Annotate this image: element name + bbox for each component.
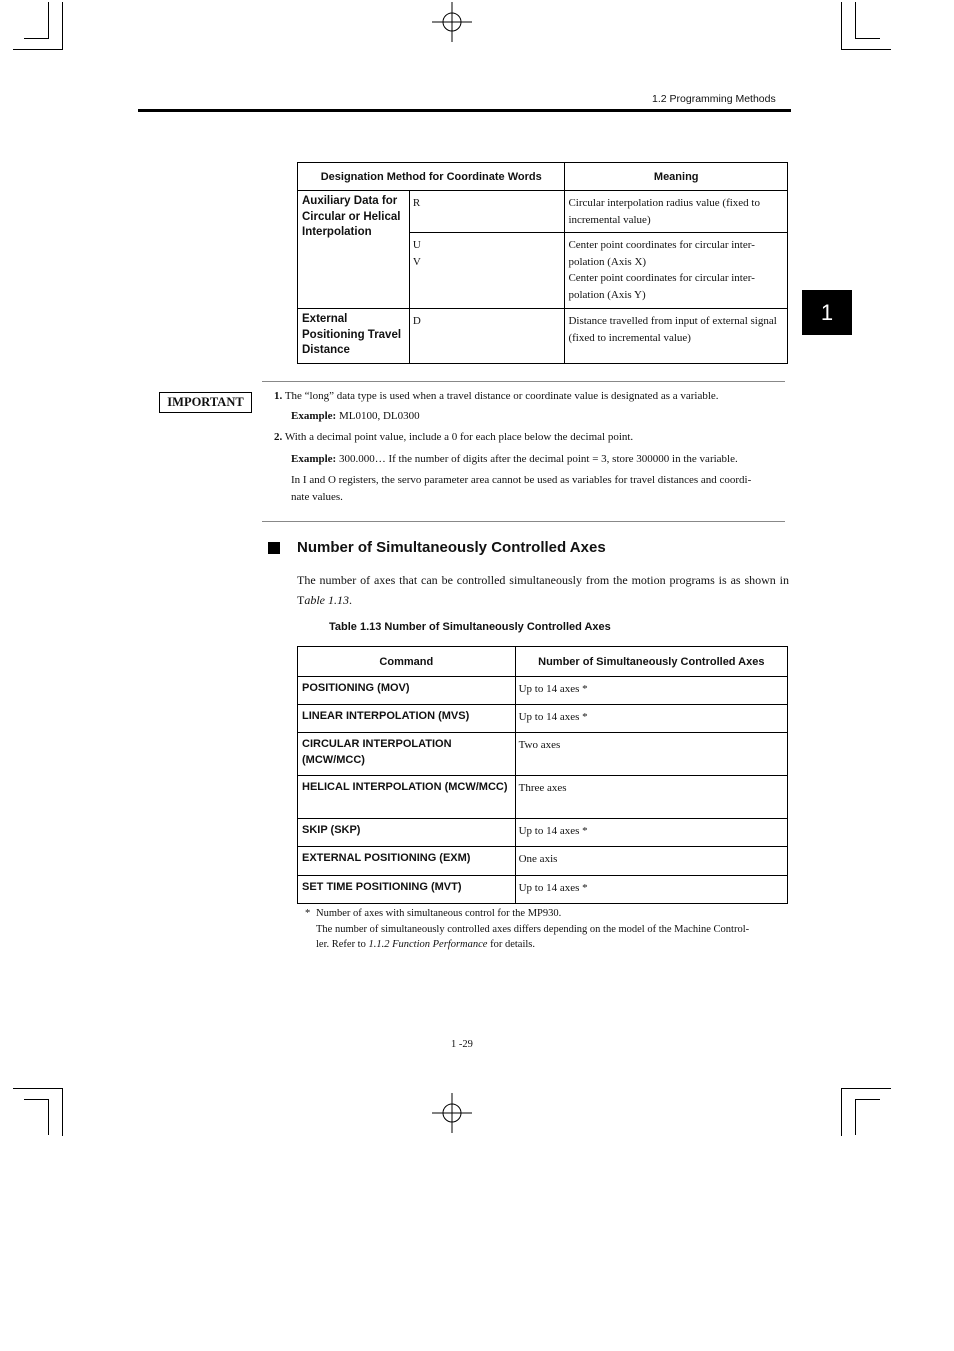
footnote-line: ler. Refer to 1.1.2 Function Performance for details. bbox=[316, 939, 535, 950]
axes-table bbox=[297, 646, 788, 904]
command-cell: CIRCULAR INTERPOLATION (MCW/MCC) bbox=[298, 733, 516, 776]
important-extra-line: nate values. bbox=[291, 491, 343, 503]
table-row bbox=[298, 677, 788, 705]
command-cell: HELICAL INTERPOLATION (MCW/MCC) bbox=[298, 776, 516, 819]
footnote-line: The number of simultaneously controlled axes differs depending on the model of the Machine Control- bbox=[316, 924, 750, 935]
table-row bbox=[298, 733, 788, 776]
running-header: 1.2 Programming Methods bbox=[652, 93, 776, 105]
axes-cell: Up to 14 axes * bbox=[515, 677, 787, 705]
table-header-axes: Number of Simultaneously Controlled Axes bbox=[515, 647, 787, 677]
important-top-rule bbox=[262, 381, 785, 382]
command-cell: POSITIONING (MOV) bbox=[298, 677, 516, 705]
command-cell: SET TIME POSITIONING (MVT) bbox=[298, 876, 516, 904]
table-row bbox=[298, 847, 788, 876]
important-item-2 bbox=[274, 429, 633, 446]
table-cell-meaning: Distance travelled from input of external signal (fixed to incremental value) bbox=[565, 309, 788, 364]
section-title: Number of Simultaneously Controlled Axes bbox=[297, 539, 606, 556]
example-label: Example: bbox=[291, 453, 337, 465]
important-example-1 bbox=[291, 408, 420, 425]
table-cell-word: D bbox=[409, 309, 565, 364]
coordinate-words-table bbox=[297, 162, 788, 364]
section-bullet-icon bbox=[268, 542, 280, 554]
important-label: IMPORTANT bbox=[159, 392, 252, 413]
table-header-meaning: Meaning bbox=[565, 163, 788, 191]
axes-cell: Two axes bbox=[515, 733, 787, 776]
table-cell-meaning: Circular interpolation radius value (fixed to incremental value) bbox=[565, 191, 788, 233]
registration-target-icon bbox=[432, 2, 472, 42]
command-cell: LINEAR INTERPOLATION (MVS) bbox=[298, 705, 516, 733]
table-header-command: Command bbox=[298, 647, 516, 677]
item-number: 2. bbox=[274, 431, 283, 443]
example-text: ML0100, DL0300 bbox=[336, 410, 420, 422]
table-cell-word: U V bbox=[409, 233, 565, 309]
footnote-line: Number of axes with simultaneous control for the MP930. bbox=[316, 908, 562, 919]
important-extra-line: In I and O registers, the servo parameter area cannot be used as variables for travel distances and coordi- bbox=[291, 474, 752, 486]
important-item-1 bbox=[274, 388, 719, 405]
chapter-tab: 1 bbox=[802, 290, 852, 335]
function-performance-reference: 1.1.2 Function Performance bbox=[368, 939, 488, 950]
section-paragraph: The number of axes that can be controlled simultaneously from the motion programs is as shown in Table 1.13. bbox=[297, 573, 789, 607]
table-cell-meaning: Center point coordinates for circular inter-polation (Axis X) Center point coordinates for circular inter-polation (Axis Y) bbox=[565, 233, 788, 309]
table-row bbox=[298, 876, 788, 904]
item-text: The “long” data type is used when a travel distance or coordinate value is designated as a variable. bbox=[284, 390, 719, 402]
axes-cell: Up to 14 axes * bbox=[515, 876, 787, 904]
item-text: With a decimal point value, include a 0 for each place below the decimal point. bbox=[284, 431, 634, 443]
table-cell-word: R bbox=[409, 191, 565, 233]
important-bottom-rule bbox=[262, 521, 785, 522]
table-row bbox=[298, 776, 788, 819]
important-example-2 bbox=[291, 451, 738, 468]
page-number: 1 -29 bbox=[451, 1039, 473, 1050]
command-cell: SKIP (SKP) bbox=[298, 819, 516, 847]
registration-target-icon bbox=[432, 1093, 472, 1133]
table-reference: able 1.13 bbox=[304, 593, 350, 607]
axes-cell: Up to 14 axes * bbox=[515, 819, 787, 847]
item-number: 1. bbox=[274, 390, 283, 402]
example-text: 300.000… If the number of digits after the decimal point = 3, store 300000 in the variable. bbox=[336, 453, 738, 465]
example-label: Example: bbox=[291, 410, 337, 422]
table-group-name: External Positioning Travel Distance bbox=[298, 309, 410, 364]
table-caption: Table 1.13 Number of Simultaneously Controlled Axes bbox=[329, 621, 611, 633]
table-row bbox=[298, 819, 788, 847]
table-group-name: Auxiliary Data for Circular or Helical Interpolation bbox=[298, 191, 410, 309]
axes-cell: One axis bbox=[515, 847, 787, 876]
axes-cell: Up to 14 axes * bbox=[515, 705, 787, 733]
command-cell: EXTERNAL POSITIONING (EXM) bbox=[298, 847, 516, 876]
table-row bbox=[298, 705, 788, 733]
header-rule bbox=[138, 109, 791, 112]
table-header-designation: Designation Method for Coordinate Words bbox=[298, 163, 565, 191]
footnote-star: * bbox=[305, 908, 311, 919]
axes-cell: Three axes bbox=[515, 776, 787, 819]
